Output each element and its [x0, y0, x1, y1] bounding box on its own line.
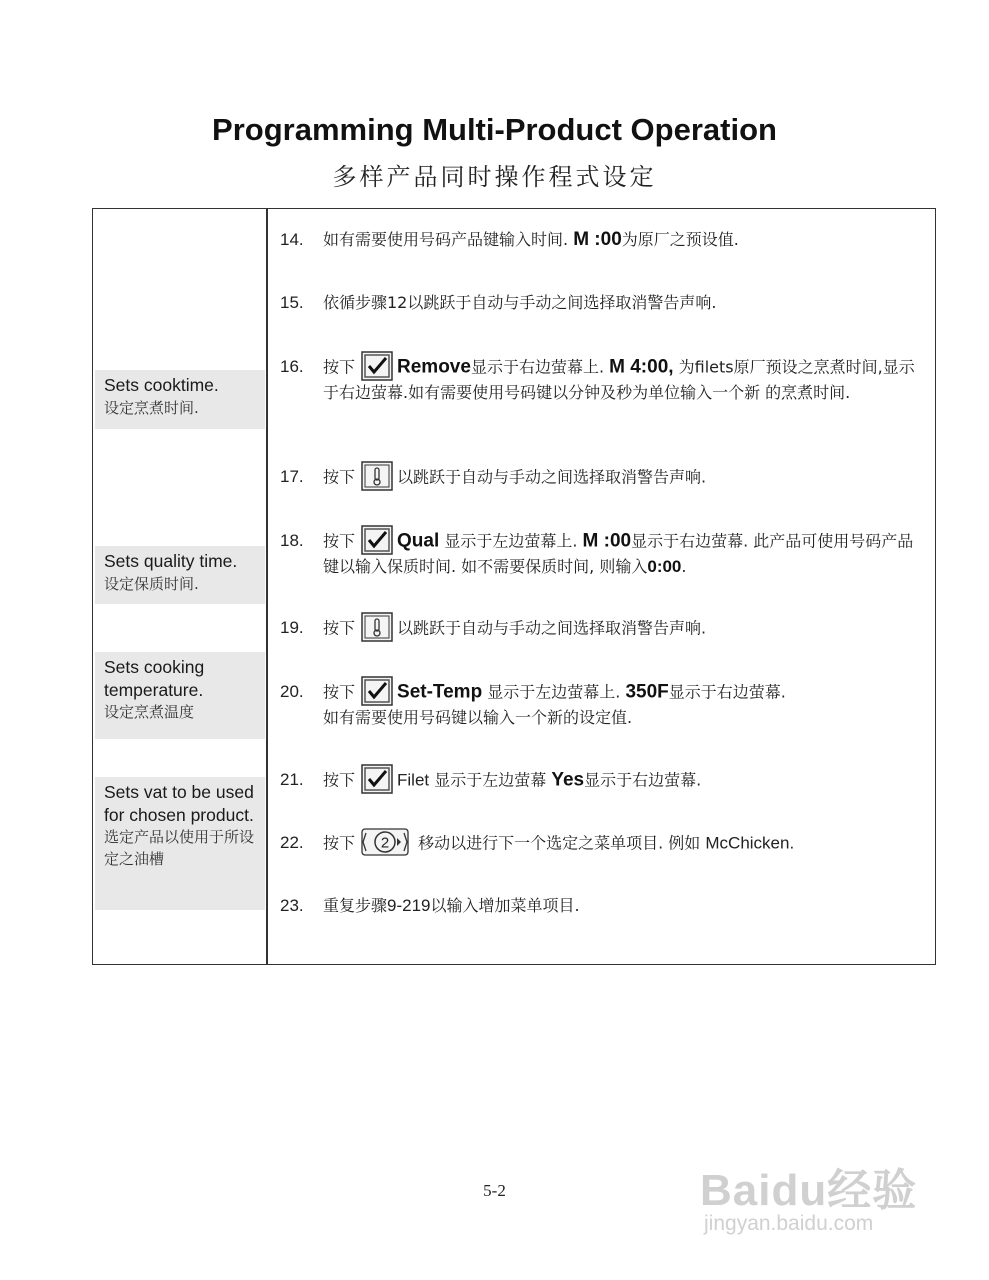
thermometer-key-icon [361, 461, 393, 491]
press-label: 按下 [323, 357, 356, 377]
step-text: 显示于右边萤幕. 此产品可使用号码产品键以输入保质时间. 如不需要保质时间, 则输入 [323, 531, 914, 576]
step-number: 16. [280, 357, 304, 376]
step-text: 重复步骤 [323, 896, 388, 915]
page-number: 5-2 [483, 1181, 506, 1200]
step-body [323, 894, 918, 918]
side-note-vat [95, 777, 265, 910]
side-note-en: Sets cooktime. [104, 375, 219, 395]
thermometer-key-icon [361, 612, 393, 642]
step-number: 17. [280, 467, 304, 486]
step-number: 23. [280, 896, 304, 915]
side-note-zh: 设定烹煮时间. [104, 398, 199, 417]
step-text: 显示于右边萤幕. [668, 682, 786, 702]
menu-item-example: McChicken. [705, 833, 795, 853]
step-number: 20. [280, 682, 304, 701]
check-key-icon [361, 764, 393, 794]
step-number: 21. [280, 770, 304, 789]
step-number: 18. [280, 531, 304, 550]
check-key-icon [361, 351, 393, 381]
step-number: 14. [280, 230, 304, 249]
step-number: 22. [280, 833, 304, 852]
press-label: 按下 [323, 833, 356, 853]
side-note-en: Sets cooking temperature. [104, 657, 205, 700]
step-text: 显示于左边萤幕上. [482, 682, 626, 702]
table-column-divider [266, 208, 268, 965]
step-body [323, 291, 918, 315]
step-range: 9-219 [387, 896, 431, 915]
display-value: Qual [397, 530, 440, 552]
step-number: 15. [280, 293, 304, 312]
watermark-logo: Baidu经验 [700, 1166, 918, 1215]
step-body [323, 680, 918, 730]
step-body [323, 768, 918, 794]
side-note-en: Sets quality time. [104, 551, 238, 571]
nav-2-key-icon [361, 827, 409, 857]
display-value: 350F [625, 681, 669, 703]
step-text: 以跳跃于自动与手动之间选择取消警告声响. [397, 618, 707, 638]
side-note-cooktime [95, 370, 265, 429]
display-value: Set-Temp [397, 681, 483, 703]
press-label: 按下 [323, 531, 356, 551]
step-body [323, 529, 918, 579]
display-value: M :00 [582, 530, 632, 552]
watermark [700, 1130, 940, 1250]
press-label: 按下 [323, 682, 356, 702]
step-text: 显示于右边萤幕. [584, 770, 702, 790]
press-label: 按下 [323, 467, 356, 487]
page-title: Programming Multi-Product Operation [212, 112, 777, 147]
press-label: 按下 [323, 618, 356, 638]
step-text: 为filets原厂预设之烹煮时间,显示于右边萤幕.如有需要使用号码键以分钟及秒为单位输入一个新 的烹煮时间. [323, 357, 915, 402]
display-value: M 4:00, [609, 356, 674, 378]
step-text: 移动以进行下一个选定之菜单项目. 例如 [413, 833, 706, 853]
side-note-zh: 设定保质时间. [104, 574, 199, 593]
step-text: 如有需要使用号码产品键输入时间. [323, 230, 574, 249]
step-body [323, 831, 918, 857]
display-value: 0:00 [647, 557, 682, 576]
step-text: 如有需要使用号码键以输入一个新的设定值. [323, 708, 633, 727]
step-text: 显示于右边萤幕上. [470, 357, 610, 377]
side-note-en: Sets vat to be used for chosen product. [104, 782, 254, 825]
step-text: . [681, 557, 687, 576]
svg-text:2: 2 [380, 834, 390, 852]
side-note-zh: 设定烹煮温度 [104, 703, 195, 721]
step-text: 以输入增加菜单项目. [430, 896, 580, 915]
display-value: M :00 [573, 229, 622, 250]
side-note-zh: 选定产品以使用于所设定之油槽 [104, 828, 255, 868]
display-value: Remove [397, 356, 471, 378]
press-label: 按下 [323, 770, 356, 790]
step-text: 为原厂之预设值. [621, 230, 739, 249]
step-text: 显示于左边萤幕上. [439, 531, 583, 551]
watermark-url: jingyan.baidu.com [704, 1212, 874, 1235]
step-text: 以跳跃于自动与手动之间选择取消警告声响. [397, 467, 707, 487]
step-text: 显示于左边萤幕 [429, 770, 552, 790]
side-note-cooking-temperature [95, 652, 265, 739]
step-number: 19. [280, 618, 304, 637]
check-key-icon [361, 676, 393, 706]
display-value: Filet [397, 770, 430, 790]
side-note-quality-time [95, 546, 265, 604]
step-text: 依循步骤12以跳跃于自动与手动之间选择取消警告声响. [323, 293, 717, 312]
page-subtitle: 多样产品同时操作程式设定 [332, 163, 657, 191]
display-value: Yes [551, 769, 585, 791]
step-body [323, 355, 918, 405]
step-body [323, 228, 918, 252]
step-body [323, 616, 918, 642]
check-key-icon [361, 525, 393, 555]
step-body [323, 465, 918, 491]
